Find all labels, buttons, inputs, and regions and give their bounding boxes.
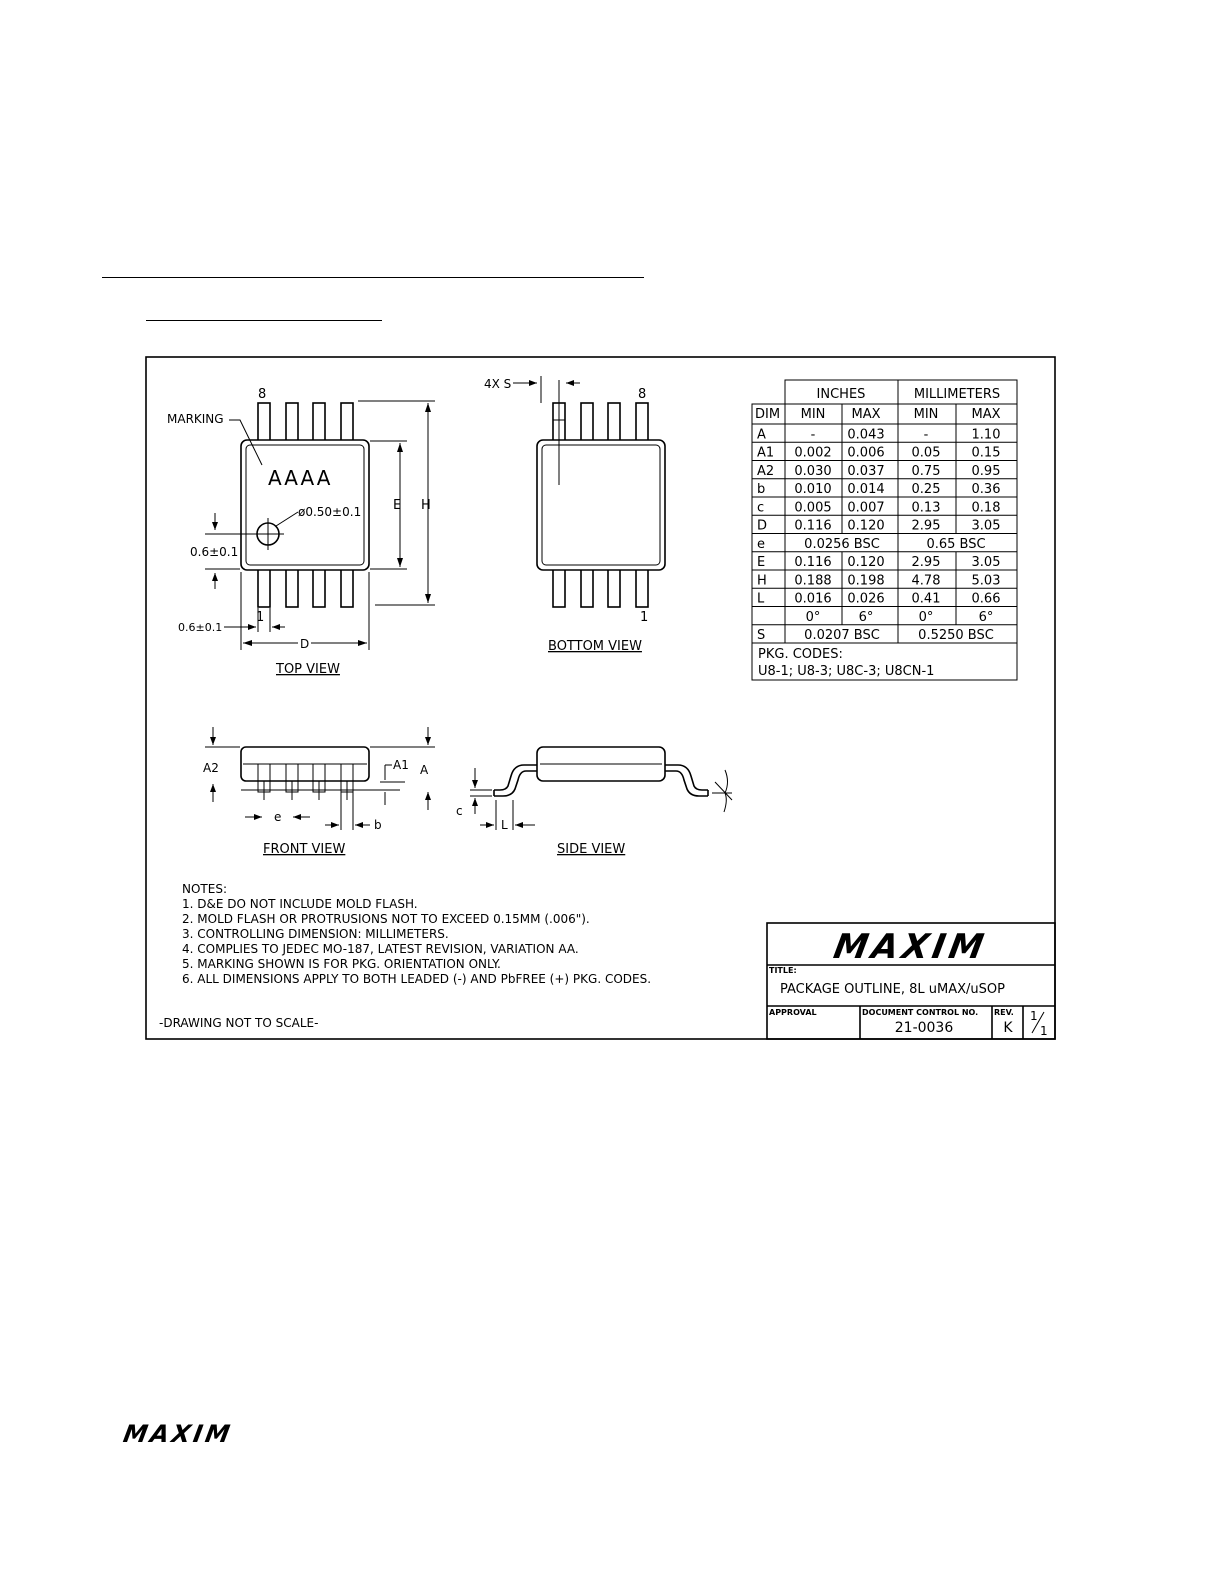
table-value-cell: 0.0256 BSC xyxy=(804,536,880,552)
lead xyxy=(636,569,648,607)
table-header-cell: MAX xyxy=(851,407,881,422)
lead xyxy=(313,403,325,441)
doc-control-label: DOCUMENT CONTROL NO. xyxy=(862,1008,979,1017)
table-dim-cell: H xyxy=(757,573,767,589)
table-value-cell: 0.18 xyxy=(971,500,1001,516)
table-value-cell: 0.13 xyxy=(911,500,941,516)
lead xyxy=(258,569,270,607)
table-value-cell: 0.95 xyxy=(971,463,1001,479)
drawing-title: PACKAGE OUTLINE, 8L uMAX/uSOP xyxy=(780,982,1005,997)
table-value-cell: 4.78 xyxy=(911,573,941,589)
dim-c-label: c xyxy=(456,804,463,818)
lead xyxy=(313,569,325,607)
notes-heading: NOTES: xyxy=(182,882,227,896)
note-item: 3. CONTROLLING DIMENSION: MILLIMETERS. xyxy=(182,927,449,941)
dim-L-label: L xyxy=(501,818,508,832)
table-value-cell: 0.41 xyxy=(911,591,941,607)
table-value-cell: 3.05 xyxy=(971,555,1001,570)
note-item: 5. MARKING SHOWN IS FOR PKG. ORIENTATION ONLY. xyxy=(182,957,501,971)
table-value-cell: 0.188 xyxy=(794,573,832,589)
table-dim-cell: A1 xyxy=(757,445,775,461)
side-view-label: SIDE VIEW xyxy=(557,842,626,857)
table-dim-cell: L xyxy=(757,591,765,607)
table-value-cell: 0.030 xyxy=(794,463,832,479)
table-value-cell: 0.120 xyxy=(847,555,885,570)
table-dim-cell: A2 xyxy=(757,463,775,479)
table-header-cell: MIN xyxy=(800,407,826,422)
lead xyxy=(258,403,270,441)
sheet-total: 1 xyxy=(1040,1024,1048,1038)
lead xyxy=(608,403,620,441)
top-view xyxy=(167,387,435,677)
table-value-cell: 0.75 xyxy=(911,463,941,479)
table-value-cell: 3.05 xyxy=(971,518,1001,534)
table-value-cell: 5.03 xyxy=(971,573,1001,589)
doc-number: 21-0036 xyxy=(894,1020,954,1036)
package-body xyxy=(537,440,665,570)
dimension-table xyxy=(752,380,1017,680)
dim-A-label: A xyxy=(420,763,429,777)
table-value-cell: 0.66 xyxy=(971,591,1001,607)
table-value-cell: 0.016 xyxy=(794,591,832,607)
sheet-number: 1 xyxy=(1030,1009,1038,1023)
bottom-view-label: BOTTOM VIEW xyxy=(548,639,642,654)
title-block-logo: MAXIM xyxy=(830,927,991,967)
marking-text: AAAA xyxy=(268,466,333,490)
side-view xyxy=(456,747,732,857)
front-view-label: FRONT VIEW xyxy=(263,842,346,857)
table-dim-cell: c xyxy=(757,500,765,516)
lead xyxy=(581,569,593,607)
table-value-cell: 0.65 BSC xyxy=(926,536,986,552)
table-header-cell: MIN xyxy=(913,407,939,422)
table-value-cell: 6° xyxy=(858,609,874,625)
title-block xyxy=(767,923,1055,1039)
4x-s-label: 4X S xyxy=(484,377,512,391)
dim-H-label: H xyxy=(421,498,431,513)
note-item: 2. MOLD FLASH OR PROTRUSIONS NOT TO EXCEED 0.15MM (.006"). xyxy=(182,912,590,926)
table-dim-cell: S xyxy=(757,628,766,643)
pkg-codes-label: PKG. CODES: xyxy=(758,647,843,662)
table-value-cell: 0.116 xyxy=(794,555,832,570)
table-value-cell: 0.25 xyxy=(911,482,941,497)
table-value-cell: 0.0207 BSC xyxy=(804,628,880,643)
table-value-cell: 2.95 xyxy=(911,518,941,534)
table-value-cell: 0.05 xyxy=(911,445,941,461)
dim-06-horizontal: 0.6±0.1 xyxy=(178,621,223,634)
table-dim-cell: D xyxy=(757,518,768,534)
notes xyxy=(159,882,651,1030)
marking-label: MARKING xyxy=(167,412,224,426)
dim-b-label: b xyxy=(374,818,382,832)
table-value-cell: 0.120 xyxy=(847,518,885,534)
group-millimeters: MILLIMETERS xyxy=(913,387,1001,402)
table-dim-cell: E xyxy=(757,555,766,570)
table-value-cell: - xyxy=(923,427,929,443)
table-header-cell: DIM xyxy=(755,407,781,422)
dim-A1-label: A1 xyxy=(393,758,409,772)
pin-1-number: 1 xyxy=(640,610,649,625)
lead xyxy=(341,403,353,441)
table-dim-cell: A xyxy=(757,427,766,443)
table-value-cell: 0.005 xyxy=(794,500,832,516)
table-value-cell: 0.014 xyxy=(847,482,885,497)
rev-label: REV. xyxy=(994,1008,1014,1017)
lead xyxy=(286,569,298,607)
table-dim-cell: b xyxy=(757,482,766,497)
lead xyxy=(581,403,593,441)
table-value-cell: 0.043 xyxy=(847,427,885,443)
bottom-view xyxy=(484,376,665,654)
table-value-cell: - xyxy=(810,427,816,443)
table-value-cell: 0.198 xyxy=(847,573,885,589)
dim-D-label: D xyxy=(300,637,310,651)
table-value-cell: 0° xyxy=(805,609,821,625)
lead xyxy=(608,569,620,607)
table-value-cell: 6° xyxy=(978,609,994,625)
table-value-cell: 0.026 xyxy=(847,591,885,607)
note-item: 4. COMPLIES TO JEDEC MO-187, LATEST REVISION, VARIATION AA. xyxy=(182,942,579,956)
pkg-codes: U8-1; U8-3; U8C-3; U8CN-1 xyxy=(758,664,935,679)
dot-dimension: ø0.50±0.1 xyxy=(298,505,362,519)
table-value-cell: 0.006 xyxy=(847,445,885,461)
table-value-cell: 0.116 xyxy=(794,518,832,534)
group-inches: INCHES xyxy=(816,387,866,402)
dim-E-label: E xyxy=(393,498,402,513)
table-value-cell: 0.010 xyxy=(794,482,832,497)
table-value-cell: 0.5250 BSC xyxy=(918,628,994,643)
lead xyxy=(286,403,298,441)
table-dim-cell: e xyxy=(757,536,765,552)
table-value-cell: 0.037 xyxy=(847,463,885,479)
table-value-cell: 0.15 xyxy=(971,445,1001,461)
table-value-cell: 0.007 xyxy=(847,500,885,516)
table-value-cell: 0.36 xyxy=(971,482,1001,497)
pin-8-number: 8 xyxy=(258,387,267,402)
table-value-cell: 0.002 xyxy=(794,445,832,461)
front-view xyxy=(203,727,435,857)
note-item: 1. D&E DO NOT INCLUDE MOLD FLASH. xyxy=(182,897,418,911)
not-to-scale: -DRAWING NOT TO SCALE- xyxy=(159,1016,319,1030)
pin-1-number: 1 xyxy=(256,610,265,625)
footer-maxim-logo xyxy=(108,1418,248,1450)
dim-e-label: e xyxy=(274,810,282,824)
lead xyxy=(553,569,565,607)
table-header-cell: MAX xyxy=(971,407,1001,422)
dim-A2-label: A2 xyxy=(203,761,219,775)
approval-label: APPROVAL xyxy=(769,1008,817,1017)
lead xyxy=(341,569,353,607)
note-item: 6. ALL DIMENSIONS APPLY TO BOTH LEADED (-) AND PbFREE (+) PKG. CODES. xyxy=(182,972,652,986)
rev-value: K xyxy=(1003,1020,1013,1036)
dim-06-vertical: 0.6±0.1 xyxy=(190,545,239,559)
table-value-cell: 2.95 xyxy=(911,555,941,570)
table-value-cell: 1.10 xyxy=(971,427,1001,443)
top-view-label: TOP VIEW xyxy=(276,662,340,677)
footer-logo-text: MAXIM xyxy=(121,1420,235,1448)
table-value-cell: 0° xyxy=(918,609,934,625)
lead xyxy=(636,403,648,441)
pin-8-number: 8 xyxy=(638,387,647,402)
title-label: TITLE: xyxy=(769,966,797,975)
